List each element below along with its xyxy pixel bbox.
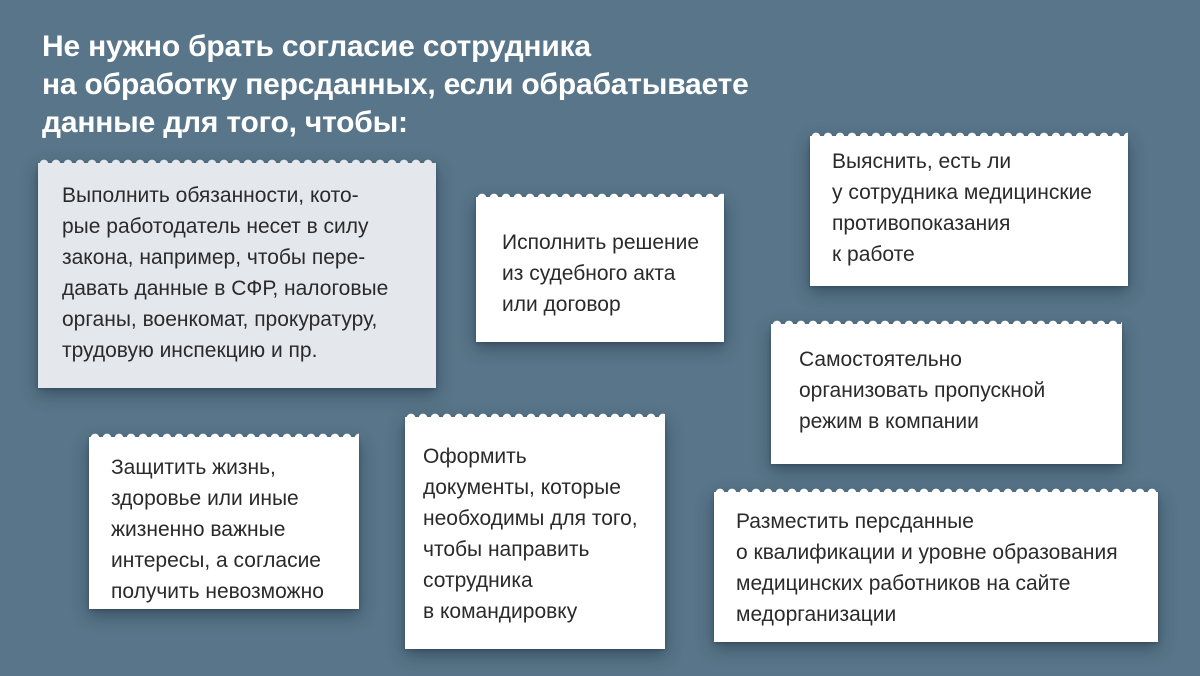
- note-protect-life: [89, 437, 359, 609]
- note-line: медорганизации: [736, 603, 897, 626]
- note-line: здоровье или иные: [111, 487, 299, 510]
- note-publish-qualifications: [714, 492, 1158, 642]
- note-line: рые работодатель несет в силу: [62, 215, 369, 238]
- note-line: Самостоятельно: [799, 348, 962, 371]
- note-line: жизненно важные: [111, 518, 286, 541]
- note-line: трудовую инспекцию и пр.: [62, 339, 318, 362]
- title-line: Не нужно брать согласие сотрудника: [42, 30, 591, 63]
- note-line: давать данные в СФР, налоговые: [62, 277, 389, 300]
- note-line: медицинских работников на сайте: [736, 572, 1071, 595]
- note-line: Оформить: [423, 445, 527, 468]
- note-line: сотрудника: [423, 569, 533, 592]
- note-line: документы, которые: [423, 476, 621, 499]
- page-title: [42, 28, 862, 142]
- note-line: Исполнить решение: [502, 231, 700, 254]
- note-line: или договор: [502, 293, 621, 316]
- note-line: в командировку: [423, 600, 578, 623]
- note-line: к работе: [832, 243, 915, 266]
- note-line: режим в компании: [799, 410, 979, 433]
- note-line: интересы, а согласие: [111, 549, 321, 572]
- note-line: противопоказания: [832, 212, 1011, 235]
- note-line: органы, военкомат, прокуратуру,: [62, 308, 378, 331]
- note-line: чтобы направить: [423, 538, 590, 561]
- note-line: о квалификации и уровне образования: [736, 541, 1118, 564]
- title-line: данные для того, чтобы:: [42, 106, 408, 139]
- note-line: получить невозможно: [111, 580, 324, 603]
- note-line: закона, например, чтобы пере-: [62, 246, 366, 269]
- note-line: Защитить жизнь,: [111, 456, 276, 479]
- note-line: организовать пропускной: [799, 379, 1046, 402]
- note-business-trip: [405, 417, 665, 649]
- note-access-control: [771, 324, 1122, 464]
- note-line: необходимы для того,: [423, 507, 638, 530]
- note-line: у сотрудника медицинские: [832, 181, 1092, 204]
- note-line: из судебного акта: [502, 262, 676, 285]
- note-line: Выполнить обязанности, кото-: [62, 184, 359, 207]
- note-medical-contraindications: [810, 136, 1128, 286]
- note-legal-obligations: [38, 163, 436, 388]
- note-line: Разместить персданные: [736, 510, 974, 533]
- note-line: Выяснить, есть ли: [832, 150, 1012, 173]
- title-line: на обработку персданных, если обрабатываете: [42, 68, 749, 101]
- note-court-decision: [476, 197, 724, 342]
